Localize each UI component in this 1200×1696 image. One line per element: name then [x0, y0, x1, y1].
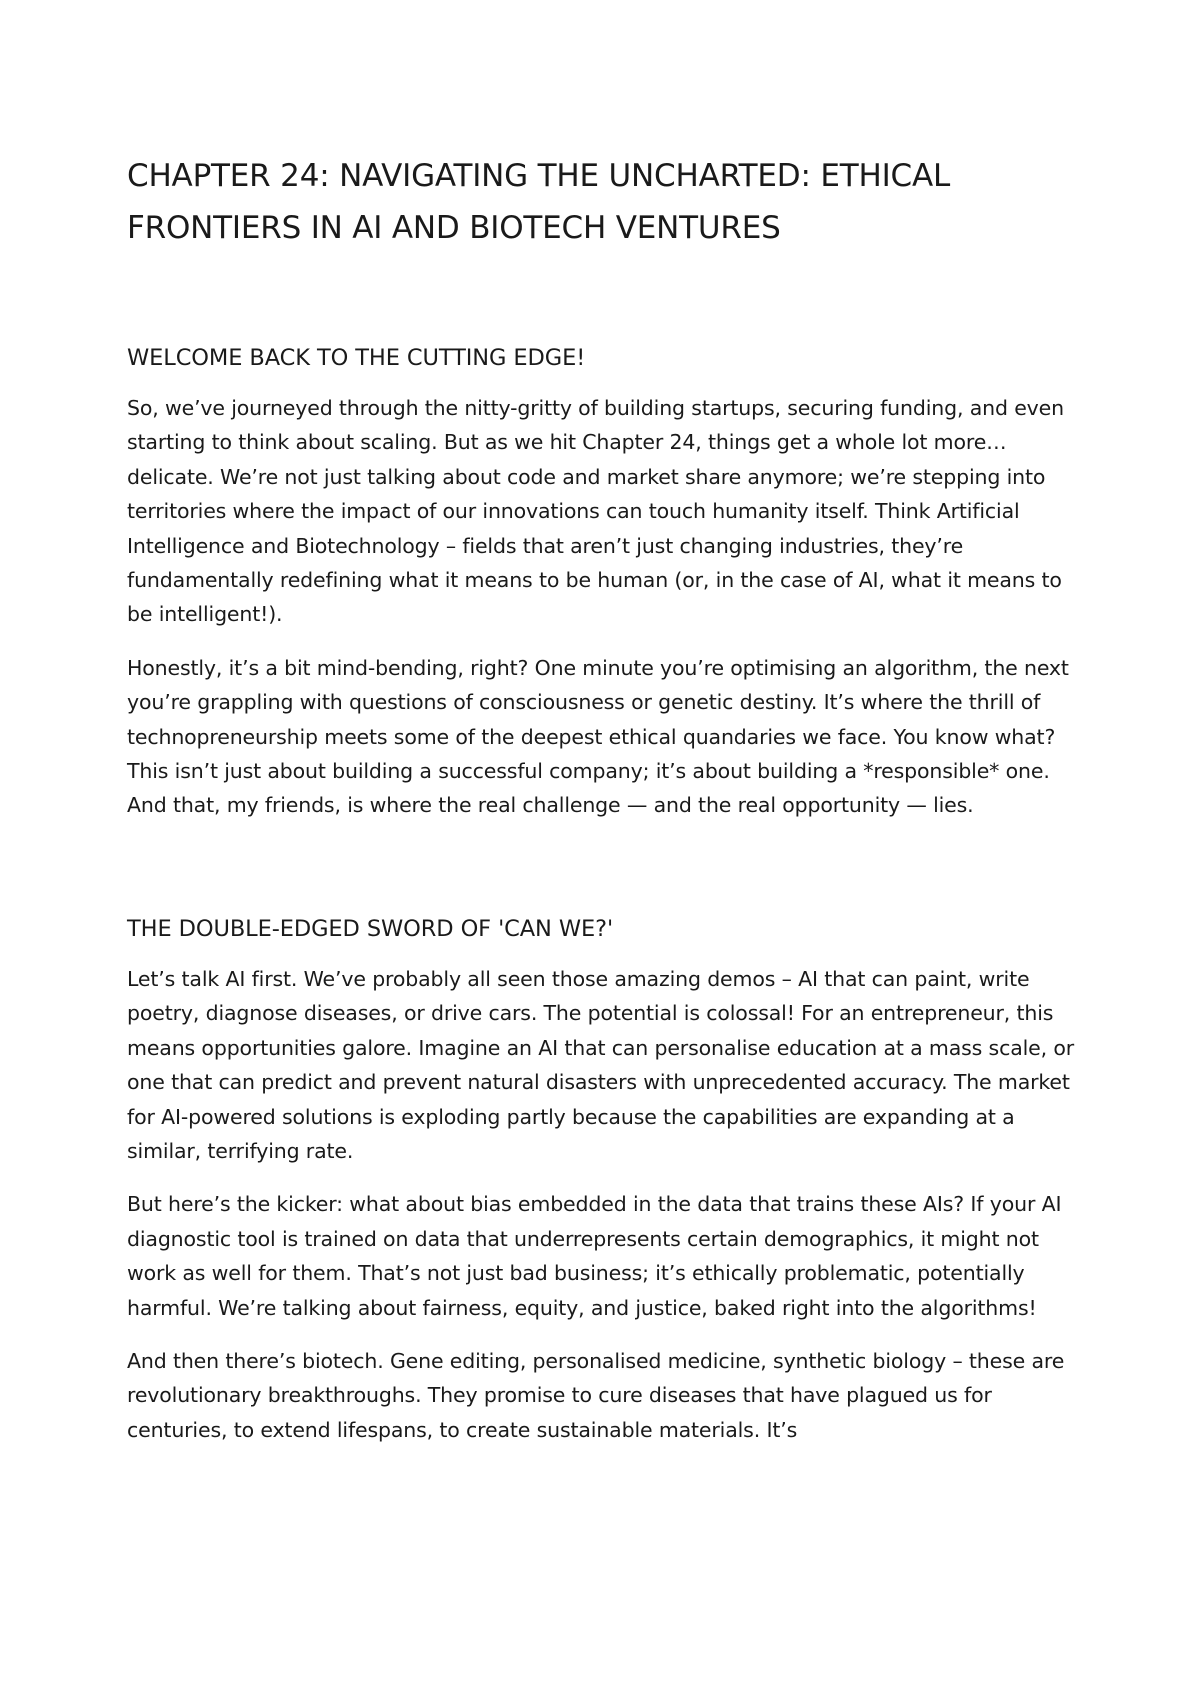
paragraph: Honestly, it’s a bit mind-bending, right? One minute you’re optimising an algorithm, the next you’re grappling with questions of consciousness or genetic destiny. It’s where the thrill of technopreneurship meets some of the deepest ethical quandaries we face. You know what? This isn’t just about building a successful company; it’s about building a *responsible* one. And that, my friends, is where the real challenge — and the real opportunity — lies.	[127, 655, 1069, 818]
section-heading-welcome: WELCOME BACK TO THE CUTTING EDGE!	[127, 345, 586, 371]
paragraph: And then there’s biotech. Gene editing, personalised medicine, synthetic biology – these are revolutionary breakthroughs. They promise to cure diseases that have plagued us for centuries, to extend lifespans, to create sustainable materials. It’s	[127, 1348, 1065, 1442]
chapter-title	[127, 150, 1087, 254]
chapter-title-line-1: CHAPTER 24: NAVIGATING THE UNCHARTED: ETHICAL	[127, 158, 951, 194]
paragraph: Let’s talk AI first. We’ve probably all seen those amazing demos – AI that can paint, write poetry, diagnose diseases, or drive cars. The potential is colossal! For an entrepreneur, this means opportunities galore. Imagine an AI that can personalise education at a mass scale, or one that can predict and prevent natural disasters with unprecedented accuracy. The market for AI-powered solutions is exploding partly because the capabilities are expanding at a similar, terrifying rate.	[127, 966, 1075, 1163]
section-heading-double-edged-sword: THE DOUBLE-EDGED SWORD OF 'CAN WE?'	[127, 915, 614, 942]
paragraph: So, we’ve journeyed through the nitty-gritty of building startups, securing funding, and even starting to think about scaling. But as we hit Chapter 24, things get a whole lot more… delicate. We’re not just talking about code and market share anymore; we’re stepping into territories where the impact of our innovations can touch humanity itself. Think Artificial Intelligence and Biotechnology – fields that aren’t just changing industries, they’re fundamentally redefining what it means to be human (or, in the case of AI, what it means to be intelligent!).	[127, 396, 1064, 627]
chapter-title-line-2: FRONTIERS IN AI AND BIOTECH VENTURES	[127, 210, 781, 246]
paragraph: But here’s the kicker: what about bias embedded in the data that trains these AIs? If your AI diagnostic tool is trained on data that underrepresents certain demographics, it might not work as well for them. That’s not just bad business; it’s ethically problematic, potentially harmful. We’re talking about fairness, equity, and justice, baked right into the algorithms!	[127, 1192, 1062, 1320]
page-content	[127, 150, 1087, 1447]
